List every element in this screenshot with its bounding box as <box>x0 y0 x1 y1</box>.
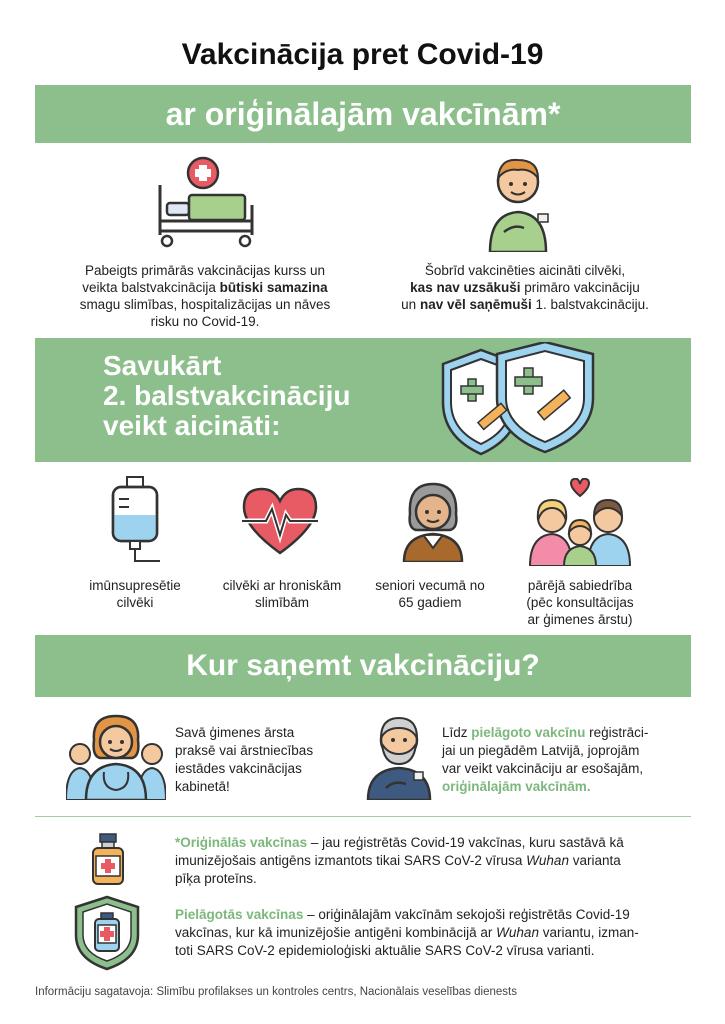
family-icon <box>528 478 633 566</box>
where-band <box>35 635 691 697</box>
shield-syringe-icon <box>435 342 615 458</box>
page-title: Vakcinācija pret Covid-19 <box>181 38 544 71</box>
group-caption-immunosuppressed: imūnsupresētie cilvēki <box>89 578 181 610</box>
invited-people-text: Šobrīd vakcinēties aicināti cilvēki, kas nav uzsākuši primāro vakcināciju un nav vēl saņēmuši 1. balstvakcināciju. <box>401 263 649 312</box>
footer-credits: Informāciju sagatavoja: Slimību profilakses un kontroles centrs, Nacionālais veselības dienests <box>35 986 517 998</box>
doctors-icon <box>66 710 166 800</box>
group-caption-society: pārējā sabiedrība (pēc konsultācijas ar ģimenes ārstu) <box>526 578 634 627</box>
completed-vaccination-text: Pabeigts primārās vakcinācijas kurss un veikta balstvakcinācija būtiski samazina smagu slimības, hospitalizācijas un nāves risku no Covid-19. <box>79 263 331 329</box>
family-doctor-text: Savā ģimenes ārsta praksē vai ārstniecības iestādes vakcinācijas kabinetā! <box>175 725 314 794</box>
divider <box>35 816 691 817</box>
group-caption-seniors: seniori vecumā no 65 gadiem <box>375 578 485 610</box>
adapted-vaccines-note: Pielāgotās vakcīnas – oriģinālajām vakcīnām sekojoši reģistrētās Covid-19 vakcīnas, kur kā imunizējošie antigēni kombinācijā ar Wuhan variantu, izman- toti SARS CoV-2 epidemioloģiski aktuālie SARS CoV-2 vīrusa varianti. <box>175 907 639 958</box>
hospital-bed-icon <box>155 155 255 250</box>
where-heading: Kur saņemt vakcināciju? <box>186 649 540 682</box>
iv-bag-icon <box>105 475 165 565</box>
vaccine-bottle-icon <box>90 832 126 886</box>
senior-icon <box>398 480 468 562</box>
shield-bottle-icon <box>72 895 142 971</box>
original-vaccines-note: *Oriģinālās vakcīnas – jau reģistrētās Covid-19 vakcīnas, kuru sastāvā kā imunizējošais antigēns izmantots tikai SARS CoV-2 vīrusa Wuhan varianta pīķa proteīns. <box>175 835 624 886</box>
subtitle-band <box>35 85 691 143</box>
booster-heading: Savukārt 2. balstvakcināciju veikt aicināti: <box>103 350 351 441</box>
vaccinated-person-icon <box>478 152 558 252</box>
group-caption-chronic: cilvēki ar hroniskām slimībām <box>222 578 342 610</box>
heart-pulse-icon <box>240 485 320 557</box>
vaccinated-man-icon <box>364 710 434 800</box>
adapted-vaccines-text: Līdz pielāgoto vakcīnu reģistrāci- jai un piegādēm Latvijā, joprojām var veikt vakcināciju ar esošajām, oriģinālajām vakcīnām. <box>442 725 649 794</box>
booster-band <box>35 338 691 462</box>
subtitle: ar oriģinālajām vakcīnām* <box>165 96 561 132</box>
